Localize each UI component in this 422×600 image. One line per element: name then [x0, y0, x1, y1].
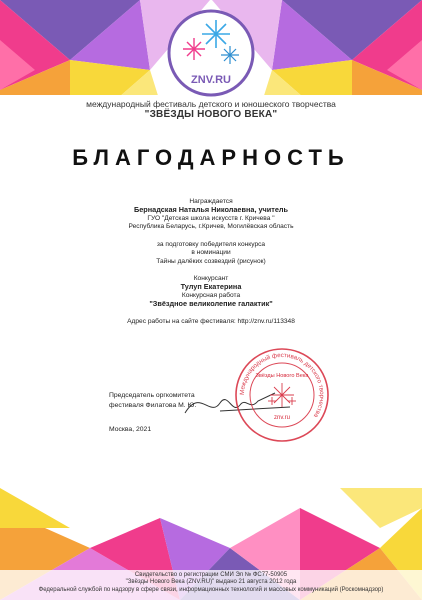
stamp-star-icon — [268, 383, 296, 407]
reason-line1: за подготовку победителя конкурса — [156, 241, 266, 248]
award-block — [60, 198, 362, 232]
stamp-ring-text: Международный фестиваль детского творчества — [238, 351, 326, 419]
work-label: Конкурсная работа — [181, 291, 241, 299]
reason-line2: в номинации — [191, 249, 231, 257]
organizer-stamp — [234, 347, 330, 443]
znv-logo — [166, 8, 256, 98]
work-title: "Звёздное великолепие галактик" — [149, 299, 273, 309]
contestant-label: Конкурсант — [193, 275, 229, 282]
city-year: Москва, 2021 — [109, 426, 152, 433]
recipient-org: ГУО "Детская школа искусств г. Кричева " — [147, 214, 275, 222]
contestant-name: Тулуп Екатерина — [180, 282, 242, 292]
address-line: Адрес работы на сайте фестиваля: http://znv.ru/113348 — [127, 318, 295, 325]
registration-footer — [0, 572, 422, 594]
stamp-inner-bottom: znv.ru — [274, 415, 290, 421]
reason-line3: Тайны далёких созвездий (рисунок) — [156, 257, 266, 265]
festival-name-line2: "ЗВЁЗДЫ НОВОГО ВЕКА" — [144, 109, 278, 120]
chair-line2: фестиваля Филатова М. Ю. — [109, 402, 197, 409]
footer-line3: Федеральной службой по надзору в сфере связи, информационных технологий и массовых коммуникаций (Роскомнадзор) — [38, 586, 384, 593]
reason-block — [60, 241, 362, 266]
recipient-location: Республика Беларусь, г.Кричев, Могилёвская область — [128, 223, 294, 231]
recipient-name: Бернадская Наталья Николаевна, учитель — [133, 205, 289, 215]
award-intro: Награждается — [189, 198, 233, 205]
stamp-inner-top: Звёзды Нового Века — [255, 373, 309, 379]
festival-name-line1: международный фестиваль детского и юношеского творчества — [86, 99, 336, 109]
contestant-block — [60, 275, 362, 309]
footer-line2: "Звёзды Нового Века (ZNV.RU)" выдано 21 августа 2012 года — [125, 579, 297, 586]
chair-line1: Председатель оргкомитета — [109, 392, 195, 399]
logo-text: ZNV.RU — [191, 74, 231, 86]
footer-line1: Свидетельство о регистрации СМИ Эл № ФС77-50905 — [134, 571, 288, 578]
page-title: БЛАГОДАРНОСТЬ — [72, 145, 350, 170]
